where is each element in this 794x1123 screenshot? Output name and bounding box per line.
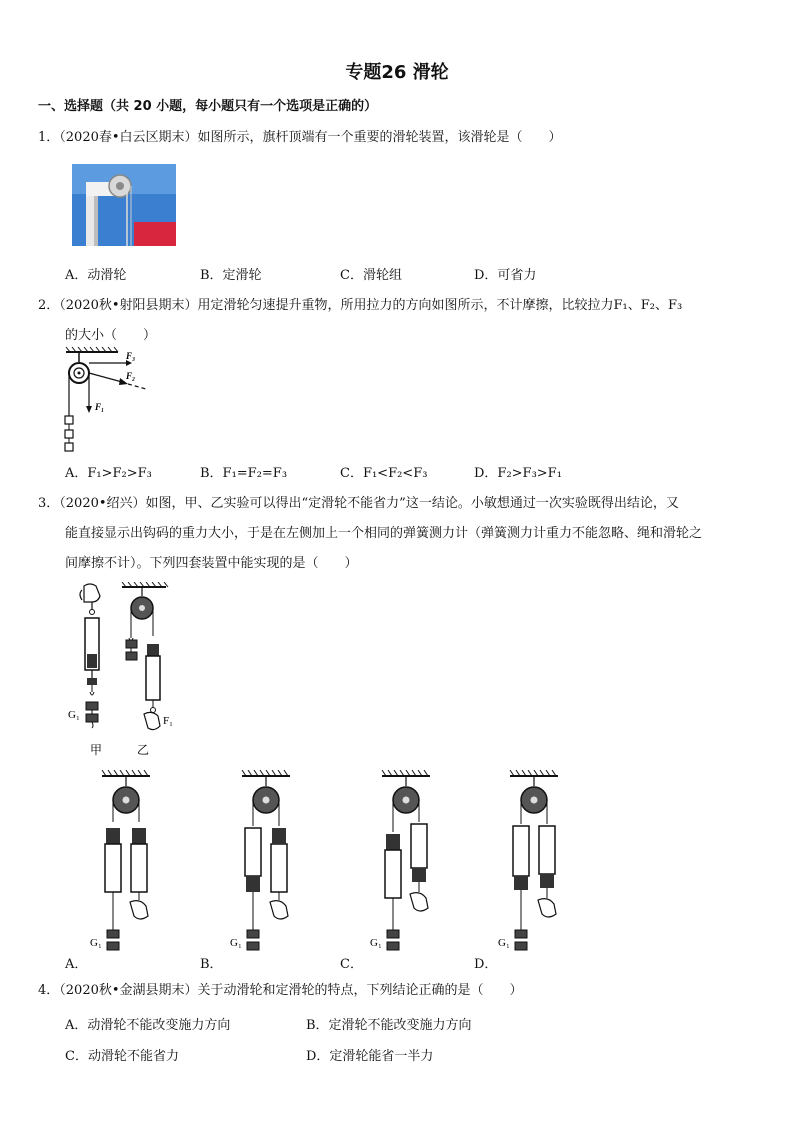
option-d[interactable]: D．定滑轮能省一半力	[306, 1049, 434, 1064]
option-c[interactable]: C．F₁<F₂<F₃	[340, 466, 428, 481]
option-c[interactable]: C．	[340, 957, 363, 972]
label-g1: G₁	[370, 937, 382, 949]
question-4	[38, 975, 523, 1006]
option-b[interactable]: B．F₁=F₂=F₃	[200, 466, 288, 481]
question-3-line2: 能直接显示出钩码的重力大小，于是在左侧加上一个相同的弹簧测力计（弹簧测力计重力不能忽略、绳和滑轮之	[65, 526, 703, 541]
jia-yi-experiment-figure	[62, 582, 192, 760]
question-2-line2: 的大小（ ）	[65, 328, 157, 343]
question-stem: （2020秋•金湖县期末）关于动滑轮和定滑轮的特点，下列结论正确的是（ ）	[59, 983, 523, 998]
question-number: 3．	[38, 496, 60, 511]
option-b[interactable]: B．定滑轮不能改变施力方向	[306, 1018, 472, 1033]
page-title: 专题26 滑轮	[345, 62, 449, 83]
question-1	[38, 122, 562, 153]
question-3-line3: 间摩擦不计）。下列四套装置中能实现的是（ ）	[65, 556, 358, 571]
label-f1: F₁	[95, 402, 105, 412]
option-a[interactable]: A．动滑轮不能改变施力方向	[65, 1018, 231, 1033]
option-a-figure[interactable]	[62, 770, 182, 970]
label-f3: F₃	[126, 351, 136, 361]
option-a[interactable]: A．动滑轮	[65, 268, 127, 283]
label-f2: F₂	[126, 371, 136, 381]
fixed-pulley-force-diagram	[62, 346, 162, 454]
section-heading: 一、选择题（共 20 小题，每小题只有一个选项是正确的）	[38, 99, 378, 114]
label-f1: F₁	[163, 715, 173, 727]
label-g1: G₁	[230, 937, 242, 949]
flagpole-photo	[72, 164, 176, 246]
option-c-figure[interactable]	[342, 770, 462, 970]
option-a[interactable]: A．F₁>F₂>F₃	[65, 466, 152, 481]
label-g1: G₁	[68, 709, 80, 721]
option-c[interactable]: C．动滑轮不能省力	[65, 1049, 179, 1064]
label-g1: G₁	[90, 937, 102, 949]
question-number: 1．	[38, 130, 60, 145]
option-d[interactable]: D．	[474, 957, 498, 972]
option-b-figure[interactable]	[202, 770, 322, 970]
option-d-figure[interactable]	[474, 770, 594, 970]
label-jia: 甲	[90, 743, 103, 757]
question-stem: （2020•绍兴）如图，甲、乙实验可以得出“定滑轮不能省力”这一结论。小敏想通过一次实验既得出结论，又	[59, 496, 679, 511]
option-b[interactable]: B．定滑轮	[200, 268, 262, 283]
label-g1: G₁	[498, 937, 510, 949]
question-number: 2．	[38, 298, 60, 313]
option-b[interactable]: B．	[200, 957, 223, 972]
option-a[interactable]: A．	[65, 957, 88, 972]
option-d[interactable]: D．F₂>F₃>F₁	[474, 466, 562, 481]
label-yi: 乙	[137, 743, 150, 757]
question-3	[38, 488, 679, 519]
option-c[interactable]: C．滑轮组	[340, 268, 402, 283]
question-stem: （2020春•白云区期末）如图所示，旗杆顶端有一个重要的滑轮装置，该滑轮是（ ）	[59, 130, 562, 145]
option-d[interactable]: D．可省力	[474, 268, 537, 283]
question-stem: （2020秋•射阳县期末）用定滑轮匀速提升重物，所用拉力的方向如图所示，不计摩擦，比较拉力F₁、F₂、F₃	[59, 298, 683, 313]
question-number: 4．	[38, 983, 60, 998]
question-2	[38, 290, 682, 321]
